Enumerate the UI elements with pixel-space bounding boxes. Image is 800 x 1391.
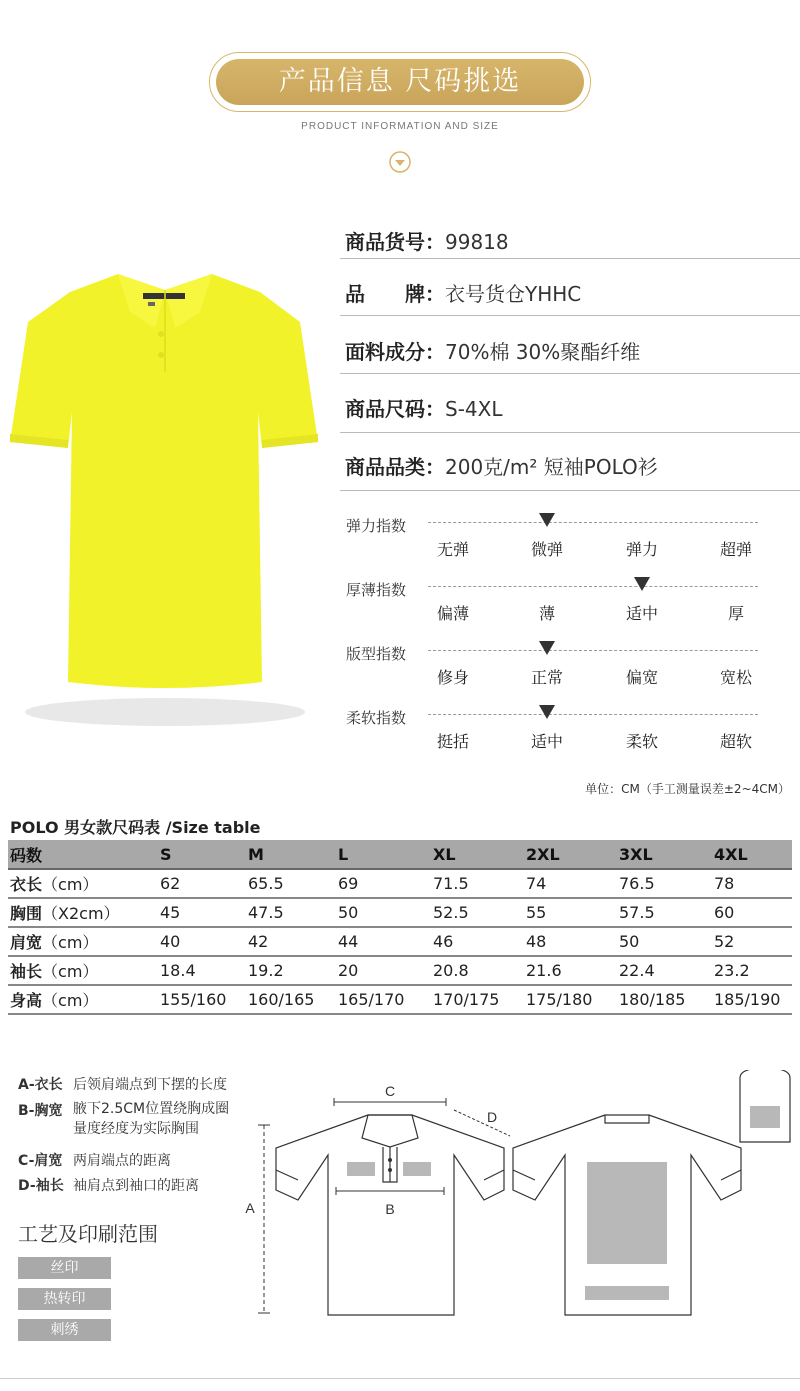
- size-table: [8, 840, 792, 1015]
- table-cell: 23.2: [712, 956, 792, 985]
- table-cell: 20.8: [431, 956, 524, 985]
- info-label: 商品品类：: [345, 455, 445, 479]
- table-row-label: [8, 898, 158, 927]
- guide-key: D-袖长: [18, 1178, 64, 1194]
- row-label-unit: （cm）: [42, 933, 99, 952]
- row-label-text: 身高: [10, 991, 43, 1010]
- row-label-text: 袖长: [10, 962, 43, 981]
- table-row-label: [8, 985, 158, 1014]
- table-row-label: [8, 927, 158, 956]
- table-cell: 175/180: [524, 985, 617, 1014]
- row-label-unit: （cm）: [42, 962, 99, 981]
- table-cell: 170/175: [431, 985, 524, 1014]
- row-label-text: 肩宽: [10, 933, 43, 952]
- header-subtitle: PRODUCT INFORMATION AND SIZE: [301, 121, 499, 132]
- index-scale-line: [428, 650, 758, 651]
- index-option: 正常: [530, 668, 563, 687]
- index-pointer-icon: [634, 577, 650, 591]
- index-scale-line: [428, 522, 758, 523]
- index-option: 柔软: [625, 732, 658, 751]
- table-cell: 180/185: [617, 985, 712, 1014]
- guide-key: B-胸宽: [18, 1103, 63, 1119]
- size-table-title: POLO 男女款尺码表 /Size table: [10, 818, 261, 837]
- table-cell: 78: [712, 869, 792, 898]
- table-cell: 62: [158, 869, 246, 898]
- table-header-cell: 码数: [8, 840, 158, 869]
- info-row-category: [340, 451, 800, 491]
- table-cell: 55: [524, 898, 617, 927]
- table-row-label: [8, 956, 158, 985]
- index-option: 超弹: [719, 540, 752, 559]
- guide-item-sleeve: [18, 1175, 199, 1195]
- info-row-sku: [340, 226, 800, 259]
- info-label: 商品尺码：: [345, 397, 445, 421]
- index-scale-line: [428, 714, 758, 715]
- size-table-header-row: [8, 840, 792, 869]
- polo-shirt-image: [0, 262, 330, 732]
- table-row-label: [8, 869, 158, 898]
- header-title: 产品信息 尺码挑选: [216, 59, 584, 105]
- table-cell: 76.5: [617, 869, 712, 898]
- table-row: [8, 927, 792, 956]
- diagram-label-d: D: [486, 1109, 498, 1125]
- info-value: 200克/m² 短袖POLO衫: [445, 455, 658, 479]
- table-cell: 45: [158, 898, 246, 927]
- divider: [0, 1378, 800, 1379]
- info-value: S-4XL: [445, 397, 503, 421]
- table-cell: 21.6: [524, 956, 617, 985]
- table-cell: 50: [617, 927, 712, 956]
- diagram-label-a: A: [245, 1200, 255, 1216]
- index-option: 微弹: [530, 540, 563, 559]
- info-value: 99818: [445, 230, 509, 254]
- guide-desc: 两肩端点的距离: [73, 1153, 171, 1169]
- table-header-cell: 3XL: [617, 840, 712, 869]
- row-label-unit: （X2cm）: [42, 904, 120, 923]
- table-header-cell: 4XL: [712, 840, 792, 869]
- table-cell: 160/165: [246, 985, 336, 1014]
- index-title: 弹力指数: [346, 517, 407, 535]
- table-cell: 65.5: [246, 869, 336, 898]
- row-label-text: 胸围: [10, 904, 43, 923]
- index-option: 偏薄: [436, 604, 469, 623]
- info-row-fabric: [340, 336, 800, 374]
- table-row: [8, 956, 792, 985]
- guide-key: C-肩宽: [18, 1153, 63, 1169]
- table-row: [8, 898, 792, 927]
- table-row: [8, 869, 792, 898]
- table-cell: 48: [524, 927, 617, 956]
- index-title: 柔软指数: [346, 709, 407, 727]
- guide-item-shoulder: [18, 1150, 171, 1170]
- table-row: [8, 985, 792, 1014]
- measurement-diagram: [240, 1070, 800, 1330]
- index-option: 偏宽: [625, 668, 658, 687]
- info-label: 商品货号：: [345, 230, 445, 254]
- table-cell: 74: [524, 869, 617, 898]
- table-header-cell: M: [246, 840, 336, 869]
- table-cell: 50: [336, 898, 431, 927]
- diagram-label-c: C: [384, 1083, 396, 1099]
- index-option: 挺括: [436, 732, 469, 751]
- index-option: 弹力: [625, 540, 658, 559]
- guide-item-chest: [18, 1100, 229, 1139]
- index-pointer-icon: [539, 513, 555, 527]
- info-row-brand: [340, 278, 800, 316]
- table-cell: 71.5: [431, 869, 524, 898]
- table-header-cell: L: [336, 840, 431, 869]
- diagram-label-b: B: [385, 1201, 395, 1217]
- header-banner: [209, 52, 591, 112]
- guide-key: A-衣长: [18, 1077, 63, 1093]
- info-value: 70%棉 30%聚酯纤维: [445, 340, 641, 364]
- index-option: 修身: [436, 668, 469, 687]
- index-option: 适中: [530, 732, 563, 751]
- guide-desc: 后领肩端点到下摆的长度: [73, 1077, 227, 1093]
- chevron-down-icon: [389, 151, 411, 173]
- index-title: 厚薄指数: [346, 581, 407, 599]
- info-label: 品 牌：: [345, 282, 445, 306]
- row-label-text: 衣长: [10, 875, 43, 894]
- info-label: 面料成分：: [345, 340, 445, 364]
- table-cell: 20: [336, 956, 431, 985]
- row-label-unit: （cm）: [42, 991, 99, 1010]
- table-cell: 69: [336, 869, 431, 898]
- row-label-unit: （cm）: [42, 875, 99, 894]
- table-cell: 47.5: [246, 898, 336, 927]
- index-option: 薄: [538, 604, 555, 623]
- table-cell: 52: [712, 927, 792, 956]
- info-value: 衣号货仓YHHC: [445, 282, 582, 306]
- craft-title: 工艺及印刷范围: [18, 1222, 158, 1246]
- table-cell: 52.5: [431, 898, 524, 927]
- index-option: 适中: [625, 604, 658, 623]
- index-pointer-icon: [539, 641, 555, 655]
- table-cell: 60: [712, 898, 792, 927]
- index-title: 版型指数: [346, 645, 407, 663]
- guide-desc: 袖肩点到袖口的距离: [73, 1178, 199, 1194]
- index-scale-line: [428, 586, 758, 587]
- craft-embroidery-button[interactable]: 刺绣: [18, 1319, 111, 1341]
- index-option: 厚: [727, 604, 744, 623]
- craft-heat-transfer-button[interactable]: 热转印: [18, 1288, 111, 1310]
- index-option: 超软: [719, 732, 752, 751]
- index-option: 无弹: [436, 540, 469, 559]
- unit-note: 单位：CM（手工测量误差±2~4CM）: [585, 782, 790, 796]
- guide-desc: 腋下2.5CM位置绕胸成圈 量度经度为实际胸围: [73, 1101, 230, 1137]
- table-cell: 42: [246, 927, 336, 956]
- index-option: 宽松: [719, 668, 752, 687]
- table-header-cell: S: [158, 840, 246, 869]
- table-cell: 44: [336, 927, 431, 956]
- table-header-cell: XL: [431, 840, 524, 869]
- table-cell: 19.2: [246, 956, 336, 985]
- table-cell: 57.5: [617, 898, 712, 927]
- table-cell: 18.4: [158, 956, 246, 985]
- table-header-cell: 2XL: [524, 840, 617, 869]
- table-cell: 40: [158, 927, 246, 956]
- craft-silkscreen-button[interactable]: 丝印: [18, 1257, 111, 1279]
- index-pointer-icon: [539, 705, 555, 719]
- table-cell: 22.4: [617, 956, 712, 985]
- guide-item-length: [18, 1074, 227, 1094]
- table-cell: 155/160: [158, 985, 246, 1014]
- table-cell: 165/170: [336, 985, 431, 1014]
- table-cell: 46: [431, 927, 524, 956]
- table-cell: 185/190: [712, 985, 792, 1014]
- info-row-size: [340, 393, 800, 433]
